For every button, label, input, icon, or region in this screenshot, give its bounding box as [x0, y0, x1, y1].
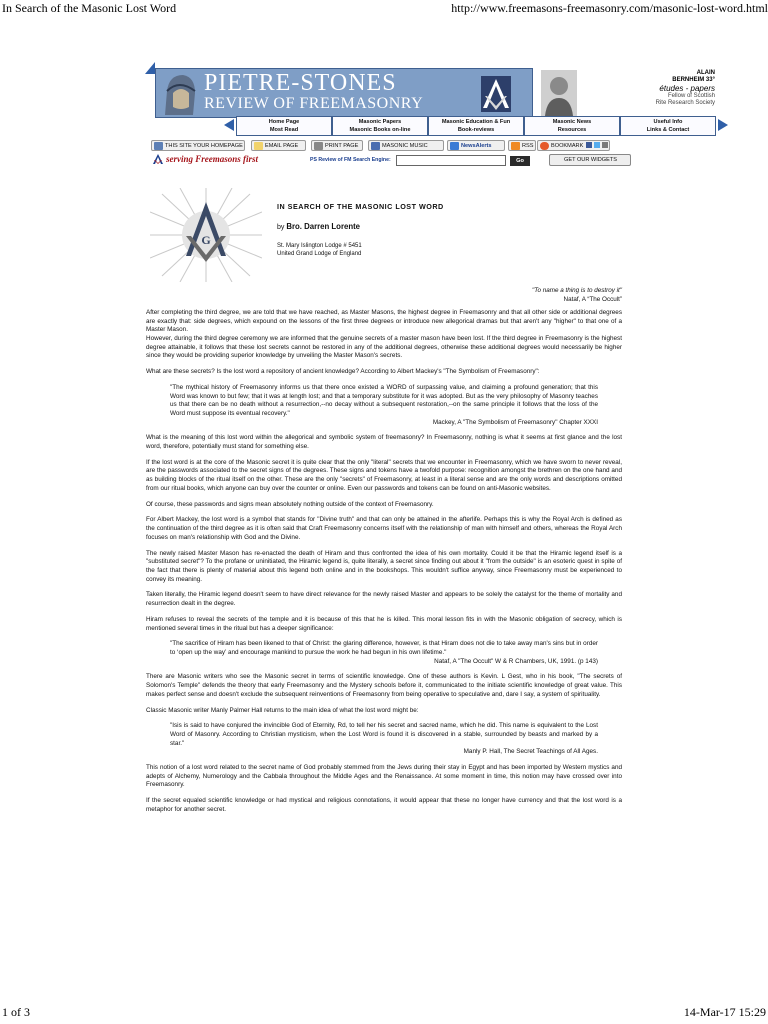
print-page-number: 1 of 3 — [2, 1005, 30, 1019]
search-input[interactable] — [396, 155, 506, 166]
byline — [277, 222, 360, 231]
search-label: PS Review of FM Search Engine: — [310, 157, 391, 163]
house-icon — [154, 142, 163, 150]
nav-education[interactable] — [428, 116, 524, 136]
blockquote — [170, 722, 598, 757]
site-banner — [155, 68, 715, 118]
nav-right-arrow-icon — [718, 119, 728, 131]
banner-logo[interactable] — [155, 68, 533, 118]
widgets-label: GET OUR WIDGETS — [564, 157, 618, 163]
paragraph: If the lost word is at the core of the Masonic secret it is quite clear that the only "literal" secrets that we encounter in Freemasonry, which we have sworn to never reveal, are the passwords associated to the secret signs of the degrees. These signs and tokens have a twofold purpose: recognition amongst the brethren on the one hand and as building blocks of the ritual itself on the other. These are the only "secrets" of Freemasonry, at least in a literal sense and are the only words and descriptions omitted from our ritual books, which anyone can buy over the counter or online. Even our passwords and tokens can be found on anti-Masonic websites. — [146, 458, 622, 492]
epigraph-quote: "To name a thing is to destroy it" — [532, 287, 622, 294]
pharaoh-head-icon — [159, 71, 199, 116]
envelope-icon — [254, 142, 263, 150]
lodge-name: St. Mary Islington Lodge # 5451 — [277, 243, 362, 249]
email-label: EMAIL PAGE — [265, 143, 299, 149]
blockquote — [170, 384, 598, 427]
author-fellow: Fellow of Scottish — [667, 93, 715, 99]
quote-citation: Nataf, A "The Occult" W & R Chambers, UK, 1991. (p 143) — [434, 657, 598, 665]
more-icon — [602, 142, 608, 148]
quote-citation: Mackey, A "The Symbolism of Freemasonry" Chapter XXXI — [432, 418, 598, 426]
square-compass-icon — [152, 154, 164, 164]
paragraph: The newly raised Master Mason has re-enacted the death of Hiram and thus confronted the idea of his own mortality. Could it be that the Hiramic legend itself is a "substituted secret"? To the profane or uninitiated, the Hiramic legend is, quite literally, a secret since finding out about it "from the outside" is an esoteric quest in spite of the fact that there is plenty of material about this legend both online and in the bookshops. This wouldn't suffice anyway, since Freemasonry must be experienced to convey its meaning. — [146, 549, 622, 583]
author-society: Rite Research Society — [655, 100, 715, 106]
epigraph — [532, 286, 622, 304]
bookmark-label: BOOKMARK — [551, 143, 584, 149]
nav-books-link[interactable]: Masonic Books on-line — [349, 127, 411, 133]
paragraph: Of course, these passwords and signs mean absolutely nothing outside of the context of Freemasonry. — [146, 500, 434, 508]
lodge-info — [277, 242, 362, 258]
rss-icon — [511, 142, 520, 150]
epigraph-source: Nataf, A “The Occult” — [563, 296, 622, 303]
nav-reviews-link[interactable]: Book-reviews — [457, 127, 495, 133]
nav-left-arrow-icon — [224, 119, 234, 131]
nav-most-read-link[interactable]: Most Read — [269, 127, 299, 133]
print-title: In Search of the Masonic Lost Word — [2, 1, 177, 15]
email-page-button[interactable] — [251, 140, 306, 151]
paragraph: This notion of a lost word related to the secret name of God probably stemmed from the Jews during their stay in Egypt and has been imported by Western mystics and adepts of Alchemy, Numerology and the Cabbala throughout the Middle Ages and the Renaissance. At some moment in time, this notion may have crossed over into Freemasonry. — [146, 763, 622, 789]
author-surname: BERNHEIM 33° — [672, 77, 715, 83]
corner-arrow-icon — [145, 62, 155, 74]
masonic-emblem-image — [150, 188, 262, 282]
banner-subtitle: REVIEW OF FREEMASONRY — [204, 95, 424, 112]
paragraph: What are these secrets? Is the lost word a repository of ancient knowledge? According to Albert Mackey's "The Symbolism of Freemasonry": — [146, 368, 540, 376]
paragraph: However, during the third degree ceremony we are informed that the genuine secrets of a master mason have been lost. If the third degree in Freemasonry is the highest degree attainable, it follows that these lost secrets cannot be restored in any of the additional degrees, otherwise these additional degrees would necessarily be higher since they would be providing superior knowledge by unveiling the Master Mason's secrets. — [146, 334, 622, 360]
quote-text: "The sacrifice of Hiram has been likened to that of Christ: the glaring difference, however, is that Hiram does not die to take away man's sins but in order to ‘open up the way’ and encourage mankind to pursue the work he had begun in his own lifetime." — [170, 640, 598, 657]
nav-info-link[interactable]: Useful Info — [653, 119, 683, 125]
print-datetime: 14-Mar-17 15:29 — [683, 1005, 766, 1019]
print-label: PRINT PAGE — [325, 143, 359, 149]
paragraph: After completing the third degree, we are told that we have reached, as Master Masons, the highest degree in Freemasonry and that all other side or additional degrees are exactly that: side degrees, which expound on the lessons of the first three degrees or introduce new allegorical dramas but that aren't any "higher" to that one of a Master Mason. — [146, 309, 622, 334]
facebook-icon — [586, 142, 592, 148]
go-button[interactable]: Go — [510, 156, 530, 166]
author-block[interactable] — [581, 70, 715, 118]
quote-text: "The mythical history of Freemasonry informs us that there once existed a WORD of surpassing value, and claiming a profound generation; that this Word was known to but few; that it was at length lost; and that a temporary substitute for it was adopted. But as the very philosophy of Masonry teaches us that there can be no death without a resurrection,--no decay without a subsequent restoration,--on the same principle it follows that the loss of the Word must suppose its eventual recovery." — [170, 383, 598, 417]
slogan — [152, 154, 258, 164]
paragraph: There are Masonic writers who see the Masonic secret in terms of scientific knowledge. One of these authors is Kevin. L Gest, who in his book, "The secrets of Solomon's Temple" defends the theory that early Freemasonry and the Mystery schools before it, communicated to the initiate scientific knowledge of great value. This makes perfect sense and doesn't exclude the subsequent reinventions of Freemasonry from being operative to speculative and, dare I say, a system of spirituality. — [146, 673, 622, 698]
homepage-button[interactable] — [151, 140, 245, 151]
news-label: NewsAlerts — [461, 143, 492, 149]
compass-square-icon — [461, 72, 531, 116]
paragraph: If the secret equaled scientific knowledge or had mystical and religious connotations, it would appear that these no longer have currency and that the lost word is a metaphor for another secret. — [146, 797, 622, 813]
printer-icon — [314, 142, 323, 150]
print-page-button[interactable] — [311, 140, 363, 151]
article-title: IN SEARCH OF THE MASONIC LOST WORD — [277, 202, 444, 211]
quote-text: "Isis is said to have conjured the invincible God of Eternity, Rd, to tell her his secret and sacred name, which he did. This name is equivalent to the Lost Word of Masonry. According to Christian mysticism, when the Lost Word is found it is discovered in a stable, surrounded by beasts and marked by a star." — [170, 722, 598, 747]
banner-title: PIETRE-STONES — [204, 70, 397, 96]
nav-resources-link[interactable]: Resources — [557, 127, 587, 133]
print-url: http://www.freemasons-freemasonry.com/masonic-lost-word.html — [451, 1, 768, 15]
article-author: Bro. Darren Lorente — [286, 222, 361, 231]
bookmark-button[interactable] — [537, 140, 610, 151]
author-name: ALAIN — [696, 70, 715, 76]
bookmark-icon — [540, 142, 549, 150]
rss-button[interactable] — [508, 140, 536, 151]
paragraph: Classic Masonic writer Manly Palmer Hall returns to the main idea of what the lost word might be: — [146, 706, 419, 714]
nav-papers[interactable] — [332, 116, 428, 136]
twitter-icon — [594, 142, 600, 148]
quote-citation: Manly P. Hall, The Secret Teachings of All Ages. — [463, 748, 598, 756]
nav-education-link[interactable]: Masonic Education & Fun — [441, 119, 511, 125]
nav-contact-link[interactable]: Links & Contact — [646, 127, 690, 133]
blockquote — [170, 640, 598, 666]
nav-news[interactable] — [524, 116, 620, 136]
article-body — [146, 309, 622, 822]
paragraph: Hiram refuses to reveal the secrets of the temple and it is because of this that he is killed. This moral lesson fits in with the Masonic obligation of secrecy, which is mentioned several times in the ritual but has a deeper significance: — [146, 615, 622, 632]
nav-home-link[interactable]: Home Page — [268, 119, 300, 125]
nav-papers-link[interactable]: Masonic Papers — [358, 119, 402, 125]
masonic-music-button[interactable] — [368, 140, 444, 151]
get-widgets-button[interactable] — [549, 154, 631, 166]
svg-text:G: G — [201, 233, 211, 247]
nav-home[interactable] — [236, 116, 332, 136]
news-alerts-button[interactable] — [447, 140, 505, 151]
paragraph: For Albert Mackey, the lost word is a symbol that stands for "Divine truth" and that can only be attained in the afterlife. Perhaps this is why the Royal Arch is defined as the continuation of the third degree as it is often said that Craft Freemasonry concerns itself with the relationship of man with himself and others, whereas the Royal Arch focuses on man's relationship with God and the Divine. — [146, 516, 622, 541]
slogan-text: serving Freemasons first — [166, 154, 259, 164]
news-icon — [450, 142, 459, 150]
byline-prefix: by — [277, 224, 285, 231]
main-nav — [236, 116, 716, 136]
author-etudes: études - papers — [659, 84, 715, 93]
music-note-icon — [371, 142, 380, 150]
music-label: MASONIC MUSIC — [382, 143, 428, 149]
homepage-label: THIS SITE YOUR HOMEPAGE — [165, 143, 243, 149]
author-photo — [541, 70, 577, 116]
paragraph: Taken literally, the Hiramic legend doesn't seem to have direct relevance for the newly raised Master and appears to be solely the catalyst for the theme of mortality and resurrection dealt in the degree. — [146, 591, 622, 608]
nav-news-link[interactable]: Masonic News — [552, 119, 592, 125]
grand-lodge-name: United Grand Lodge of England — [277, 251, 362, 257]
nav-info[interactable] — [620, 116, 716, 136]
rss-label: RSS — [522, 143, 534, 149]
paragraph: What is the meaning of this lost word within the allegorical and symbolic system of freemasonry? In Freemasonry, nothing is what it seems at first glance and the lost word, therefore, potentially must stand for something else. — [146, 434, 622, 450]
